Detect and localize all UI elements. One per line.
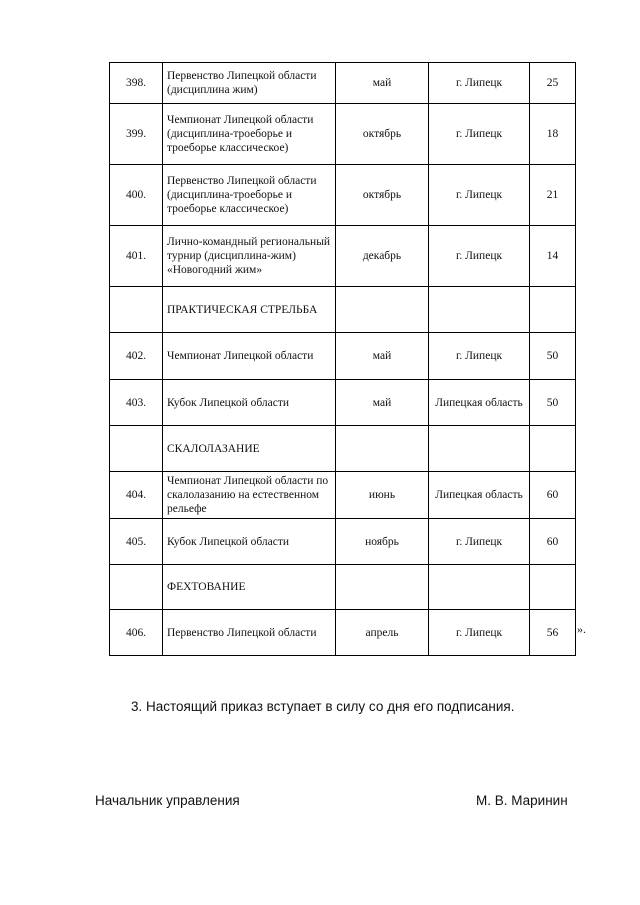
event-place: г. Липецк bbox=[429, 104, 530, 165]
row-number: 402. bbox=[110, 333, 163, 380]
event-month: октябрь bbox=[336, 104, 429, 165]
table-row bbox=[110, 104, 576, 165]
event-place: г. Липецк bbox=[429, 165, 530, 226]
event-month: ноябрь bbox=[336, 519, 429, 565]
event-month: май bbox=[336, 380, 429, 426]
signature-name: М. В. Маринин bbox=[476, 793, 568, 808]
participant-count: 60 bbox=[530, 519, 576, 565]
closing-quote: ». bbox=[577, 622, 586, 636]
event-month: апрель bbox=[336, 610, 429, 656]
section-row bbox=[110, 287, 576, 333]
event-name: Первенство Липецкой области (дисциплина-троеборье и троеборье классическое) bbox=[163, 165, 336, 226]
row-number: 404. bbox=[110, 472, 163, 519]
event-name: Первенство Липецкой области (дисциплина жим) bbox=[163, 63, 336, 104]
event-name: Кубок Липецкой области bbox=[163, 519, 336, 565]
event-place: Липецкая область bbox=[429, 472, 530, 519]
participant-count: 60 bbox=[530, 472, 576, 519]
event-month: октябрь bbox=[336, 165, 429, 226]
row-number bbox=[110, 565, 163, 610]
section-row bbox=[110, 565, 576, 610]
event-place bbox=[429, 565, 530, 610]
row-number: 398. bbox=[110, 63, 163, 104]
section-row bbox=[110, 426, 576, 472]
event-place: Липецкая область bbox=[429, 380, 530, 426]
event-place: г. Липецк bbox=[429, 63, 530, 104]
event-name: Чемпионат Липецкой области по скалолазанию на естественном рельефе bbox=[163, 472, 336, 519]
event-place: г. Липецк bbox=[429, 519, 530, 565]
participant-count: 14 bbox=[530, 226, 576, 287]
signature-role: Начальник управления bbox=[95, 793, 240, 808]
participant-count bbox=[530, 565, 576, 610]
event-month: май bbox=[336, 333, 429, 380]
participant-count: 21 bbox=[530, 165, 576, 226]
section-title: ФЕХТОВАНИЕ bbox=[163, 565, 336, 610]
table-row bbox=[110, 165, 576, 226]
event-name: Кубок Липецкой области bbox=[163, 380, 336, 426]
event-month bbox=[336, 287, 429, 333]
row-number: 405. bbox=[110, 519, 163, 565]
section-title: ПРАКТИЧЕСКАЯ СТРЕЛЬБА bbox=[163, 287, 336, 333]
event-place: г. Липецк bbox=[429, 333, 530, 380]
event-name: Лично-командный региональный турнир (дисциплина-жим) «Новогодний жим» bbox=[163, 226, 336, 287]
table-row bbox=[110, 519, 576, 565]
table-row bbox=[110, 63, 576, 104]
row-number: 399. bbox=[110, 104, 163, 165]
events-table bbox=[109, 62, 576, 656]
table-row bbox=[110, 226, 576, 287]
participant-count bbox=[530, 426, 576, 472]
event-month: май bbox=[336, 63, 429, 104]
participant-count bbox=[530, 287, 576, 333]
event-place: г. Липецк bbox=[429, 226, 530, 287]
row-number bbox=[110, 287, 163, 333]
row-number: 403. bbox=[110, 380, 163, 426]
table-row bbox=[110, 380, 576, 426]
event-place: г. Липецк bbox=[429, 610, 530, 656]
participant-count: 25 bbox=[530, 63, 576, 104]
section-title: СКАЛОЛАЗАНИЕ bbox=[163, 426, 336, 472]
row-number: 400. bbox=[110, 165, 163, 226]
table-row bbox=[110, 333, 576, 380]
participant-count: 18 bbox=[530, 104, 576, 165]
event-place bbox=[429, 287, 530, 333]
event-name: Чемпионат Липецкой области (дисциплина-троеборье и троеборье классическое) bbox=[163, 104, 336, 165]
event-place bbox=[429, 426, 530, 472]
event-name: Чемпионат Липецкой области bbox=[163, 333, 336, 380]
participant-count: 50 bbox=[530, 333, 576, 380]
row-number bbox=[110, 426, 163, 472]
event-name: Первенство Липецкой области bbox=[163, 610, 336, 656]
table-row bbox=[110, 472, 576, 519]
row-number: 401. bbox=[110, 226, 163, 287]
event-month bbox=[336, 565, 429, 610]
order-clause: 3. Настоящий приказ вступает в силу со дня его подписания. bbox=[131, 699, 515, 714]
event-month: июнь bbox=[336, 472, 429, 519]
event-month bbox=[336, 426, 429, 472]
participant-count: 50 bbox=[530, 380, 576, 426]
row-number: 406. bbox=[110, 610, 163, 656]
participant-count: 56 bbox=[530, 610, 576, 656]
table-row bbox=[110, 610, 576, 656]
event-month: декабрь bbox=[336, 226, 429, 287]
